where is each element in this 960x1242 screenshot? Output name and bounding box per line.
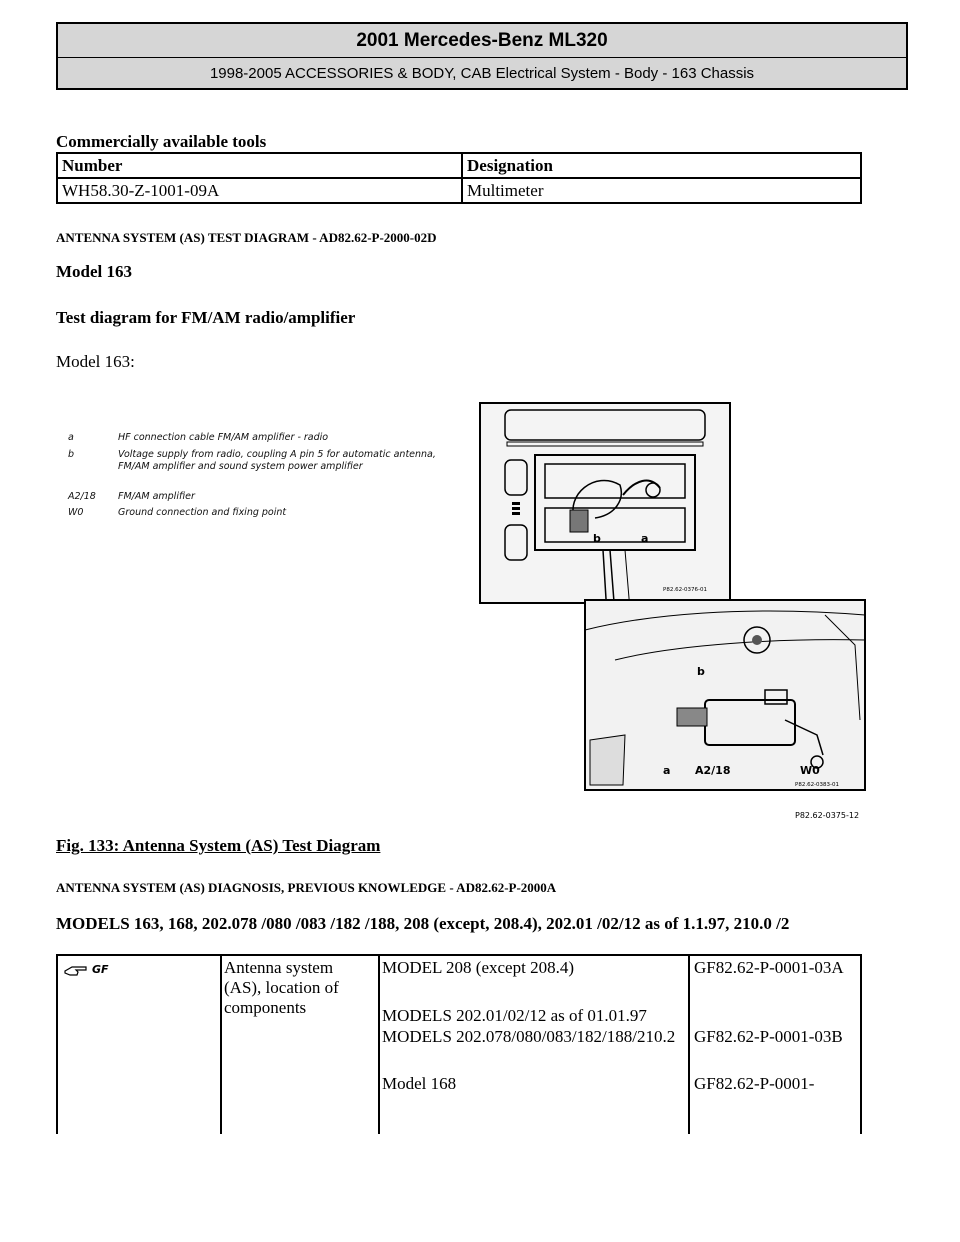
- column-divider: [220, 956, 222, 1134]
- legend-text-a2-18: FM/AM amplifier: [118, 491, 195, 502]
- gf-model-cell: MODELS 202.078/080/083/182/188/210.2: [382, 1027, 676, 1046]
- callout-b-top: b: [593, 532, 601, 545]
- tools-heading: Commercially available tools: [56, 132, 267, 151]
- models-heading: MODELS 163, 168, 202.078 /080 /083 /182 /188, 208 (except, 208.4), 202.01 /02/12 as of 1.1.97, 210.0 /2: [56, 914, 790, 933]
- pointing-hand-icon: [64, 962, 90, 978]
- gf-model-cell: MODELS 202.01/02/12 as of 01.01.97: [382, 1006, 647, 1025]
- antenna-system-diagram: [445, 400, 870, 825]
- legend-key-a: a: [68, 432, 74, 443]
- callout-b-bottom: b: [697, 665, 705, 678]
- section-title-test-diagram: ANTENNA SYSTEM (AS) TEST DIAGRAM - AD82.62-P-2000-02D: [56, 230, 437, 245]
- callout-w0: W0: [800, 764, 820, 777]
- figure-reference-code: P82.62-0375-12: [795, 811, 860, 820]
- figure-code-bottom: P82.62-0383-01: [795, 782, 840, 788]
- section-title-diagnosis: ANTENNA SYSTEM (AS) DIAGNOSIS, PREVIOUS KNOWLEDGE - AD82.62-P-2000A: [56, 880, 557, 895]
- table-row: [57, 178, 861, 203]
- legend-text-b: Voltage supply from radio, coupling A pin 5 for automatic antenna, FM/AM amplifier and sound system power amplifier: [118, 449, 436, 472]
- figure-caption: Fig. 133: Antenna System (AS) Test Diagram: [56, 836, 381, 855]
- gf-model-cell: Model 168: [382, 1074, 457, 1093]
- document-title: 2001 Mercedes-Benz ML320: [58, 24, 906, 58]
- gf-reference-table: [56, 954, 862, 1134]
- test-diagram-subtitle: Test diagram for FM/AM radio/amplifier: [56, 308, 356, 327]
- gf-reference-link[interactable]: [64, 960, 109, 980]
- gf-document-cell[interactable]: GF82.62-P-0001-: [694, 1074, 815, 1093]
- legend-text-a: HF connection cable FM/AM amplifier - radio: [118, 432, 329, 443]
- legend-key-b: b: [68, 449, 75, 460]
- tools-table: [56, 152, 862, 204]
- legend-key-w0: W0: [68, 507, 84, 518]
- model-heading: Model 163: [56, 262, 133, 281]
- gf-description: Antenna system (AS), location of components: [224, 958, 339, 1017]
- tool-designation-cell: Multimeter: [462, 178, 861, 203]
- column-header-designation: Designation: [462, 153, 861, 178]
- document-subtitle: 1998-2005 ACCESSORIES & BODY, CAB Electrical System - Body - 163 Chassis: [209, 64, 755, 82]
- column-divider: [688, 956, 690, 1134]
- legend-key-a2-18: A2/18: [68, 491, 96, 502]
- figure-code-top: P82.62-0376-01: [663, 587, 708, 593]
- column-header-number: Number: [57, 153, 462, 178]
- gf-document-cell[interactable]: GF82.62-P-0001-03B: [694, 1027, 843, 1046]
- callout-a-top: a: [641, 532, 649, 545]
- callout-a-bottom: a: [663, 764, 671, 777]
- callout-a2-18: A2/18: [695, 764, 731, 777]
- gf-model-cell: MODEL 208 (except 208.4): [382, 958, 574, 977]
- legend-text-w0: Ground connection and fixing point: [118, 507, 287, 518]
- document-header: [56, 22, 908, 90]
- gf-document-cell[interactable]: GF82.62-P-0001-03A: [694, 958, 844, 977]
- column-divider: [378, 956, 380, 1134]
- tool-number-cell: WH58.30-Z-1001-09A: [57, 178, 462, 203]
- model-label: Model 163:: [56, 352, 135, 371]
- table-header-row: [57, 153, 861, 178]
- gf-label: GF: [92, 963, 109, 976]
